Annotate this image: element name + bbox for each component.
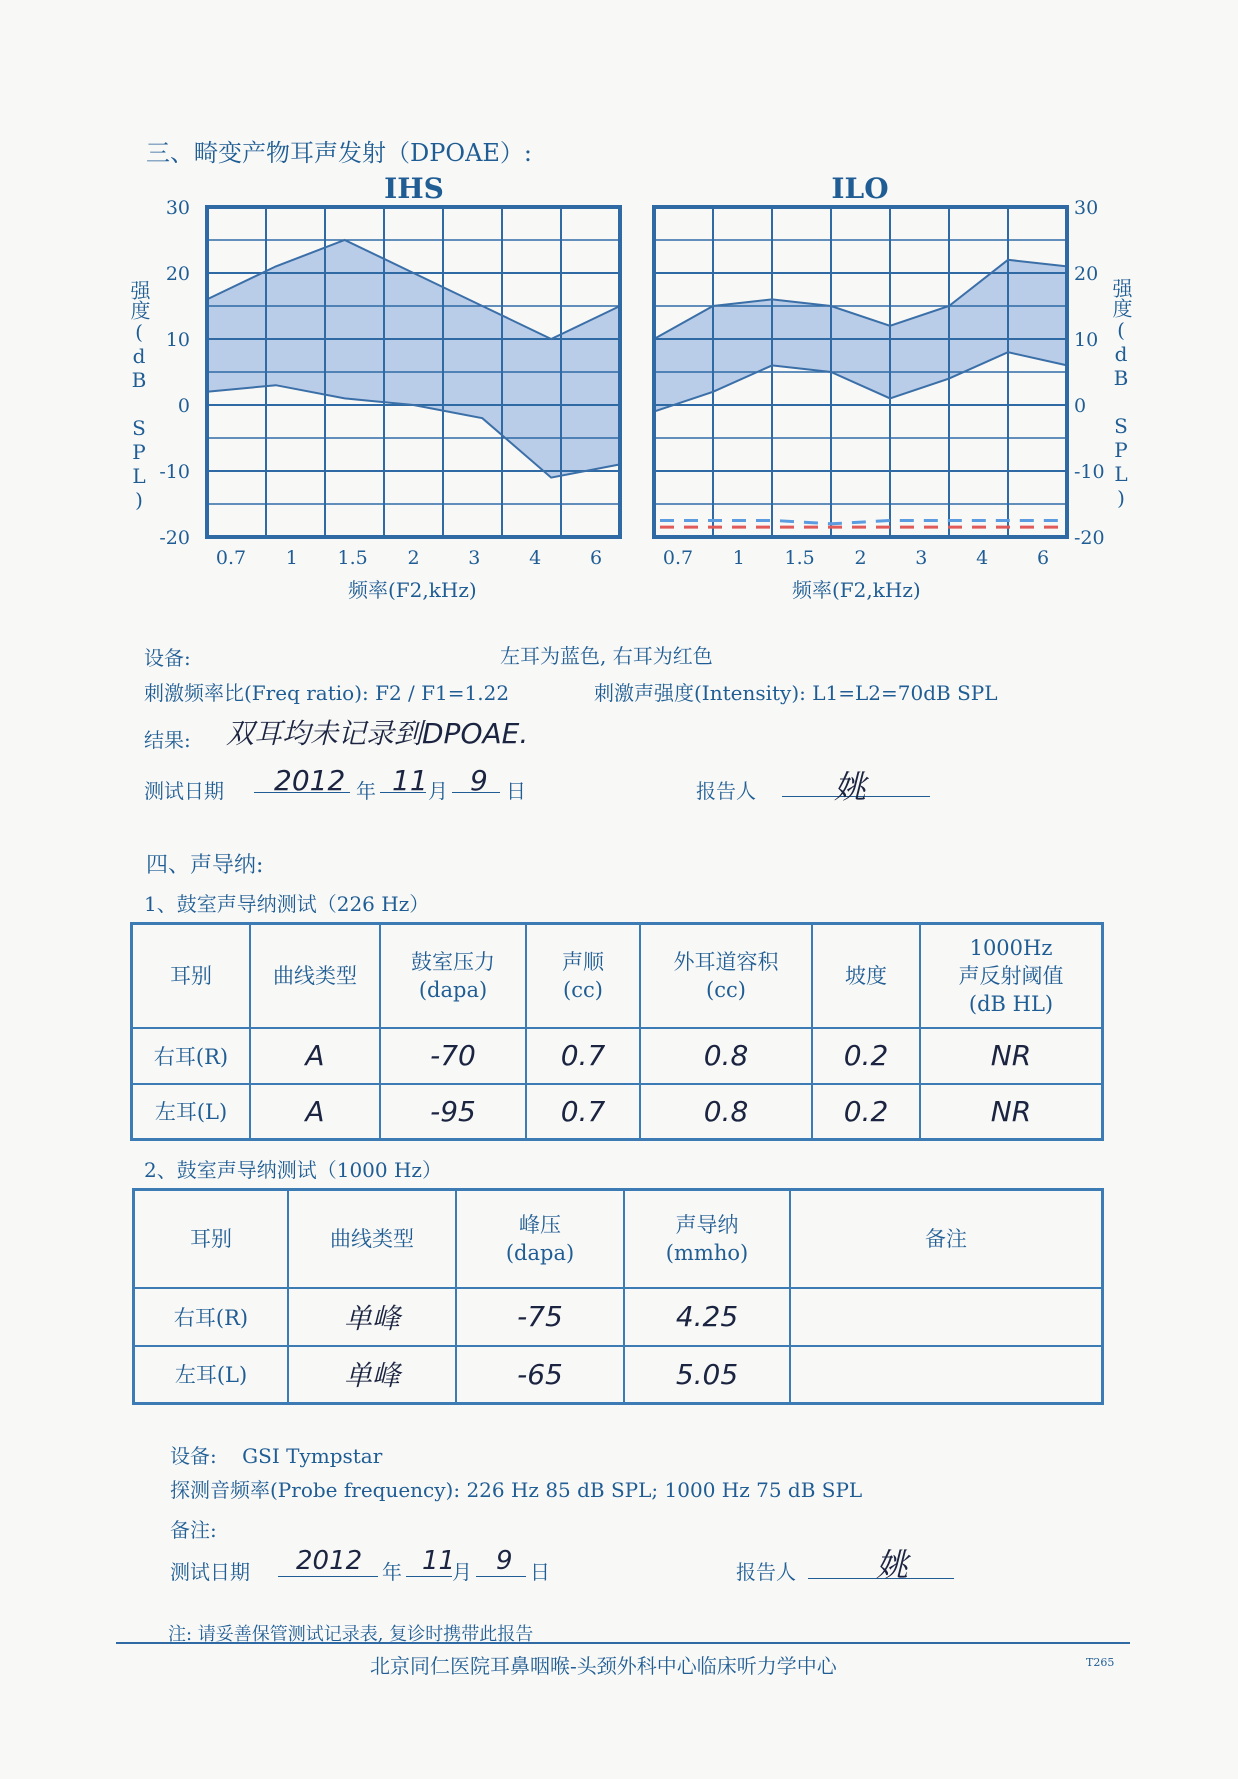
dpoae-result-value: 双耳均未记录到DPOAE. [226, 717, 529, 750]
dpoae-intensity: 刺激声强度(Intensity): L1=L2=70dB SPL [594, 681, 998, 705]
dpoae-section-title: 三、畸变产物耳声发射（DPOAE）: [146, 139, 533, 167]
tymp-sub1-title: 1、鼓室声导纳测试（226 Hz） [144, 892, 430, 916]
t2-header-ear: 耳别 [134, 1190, 289, 1288]
t1-left-reflex: NR [920, 1084, 1103, 1140]
ilo-xtick: 2 [854, 547, 867, 569]
tymp-month-line [406, 1576, 452, 1577]
t1-left-compliance: 0.7 [526, 1084, 640, 1140]
ilo-ytick: 30 [1074, 197, 1099, 219]
tymp-year-char: 年 [382, 1560, 402, 1584]
ilo-ytick: 10 [1074, 329, 1099, 351]
footer-divider [116, 1642, 1130, 1644]
ihs-ytick: 30 [165, 197, 190, 219]
t2-header-type: 曲线类型 [288, 1190, 456, 1288]
ihs-xtick: 1.5 [337, 547, 368, 569]
ilo-xtick: 1 [732, 547, 745, 569]
ilo-ytick: -20 [1074, 527, 1105, 549]
t2-row-left [134, 1346, 1103, 1404]
ilo-xtick: 0.7 [662, 547, 694, 569]
tymp-reporter-signature: 姚 [876, 1546, 909, 1584]
t1-right-compliance: 0.7 [526, 1028, 640, 1084]
tymp-date-label: 测试日期 [170, 1560, 250, 1584]
ilo-xlabel: 频率(F2,kHz) [792, 578, 921, 602]
t1-right-ear: 右耳(R) [132, 1028, 251, 1084]
t1-right-pressure: -70 [380, 1028, 526, 1084]
ihs-ytick: -10 [159, 461, 190, 483]
dpoae-year: 2012 [274, 764, 346, 797]
t1-right-type: A [250, 1028, 380, 1084]
ilo-ytick: 0 [1074, 395, 1087, 417]
t2-header-peak: 峰压 (dapa) [456, 1190, 624, 1288]
dpoae-equipment-label: 设备: [144, 646, 191, 670]
dpoae-month: 11 [392, 764, 428, 797]
ihs-xlabel: 频率(F2,kHz) [348, 578, 477, 602]
t2-left-ear: 左耳(L) [134, 1346, 289, 1404]
t2-right-ear: 右耳(R) [134, 1288, 289, 1346]
ihs-title: IHS [384, 172, 444, 205]
dpoae-year-char: 年 [356, 779, 376, 803]
ilo-ytick: 20 [1074, 263, 1099, 285]
tymp-month-char: 月 [452, 1560, 472, 1584]
footer-institution: 北京同仁医院耳鼻咽喉-头颈外科中心临床听力学中心 [370, 1654, 837, 1678]
t1-header-ear: 耳别 [132, 924, 251, 1028]
ihs-xtick: 6 [589, 547, 603, 569]
ihs-xtick: 4 [529, 547, 542, 569]
dpoae-month-char: 月 [428, 779, 448, 803]
t2-left-type: 单峰 [288, 1346, 456, 1404]
ihs-ytick: 20 [165, 263, 190, 285]
t2-right-type: 单峰 [288, 1288, 456, 1346]
ilo-title: ILO [831, 172, 889, 205]
tymp-reporter-label: 报告人 [736, 1560, 796, 1584]
t1-left-volume: 0.8 [640, 1084, 812, 1140]
ilo-xtick: 6 [1036, 547, 1050, 569]
t1-header-gradient: 坡度 [812, 924, 920, 1028]
ihs-xtick: 2 [407, 547, 420, 569]
t2-left-peak: -65 [456, 1346, 624, 1404]
ihs-ytick: -20 [159, 527, 190, 549]
tymp-day-char: 日 [530, 1560, 550, 1584]
t1-header-type: 曲线类型 [250, 924, 380, 1028]
ilo-xtick: 3 [915, 547, 928, 569]
tymp-year-line [278, 1576, 378, 1577]
tymp-day: 9 [496, 1546, 513, 1576]
ihs-xtick: 3 [468, 547, 481, 569]
t1-row-left [132, 1084, 1103, 1140]
tymp-remark-label: 备注: [170, 1518, 217, 1542]
footer-note: 注: 请妥善保管测试记录表, 复诊时携带此报告 [168, 1624, 534, 1645]
ilo-ytick: -10 [1074, 461, 1105, 483]
tymp-226-table [130, 922, 1104, 1141]
dpoae-day-char: 日 [506, 779, 526, 803]
t1-right-reflex: NR [920, 1028, 1103, 1084]
ihs-ylabel: 强度(dB SPL) [127, 280, 151, 512]
tymp-day-line [476, 1576, 526, 1577]
ihs-ytick: 0 [177, 395, 190, 417]
t1-header-compliance: 声顺 (cc) [526, 924, 640, 1028]
t2-right-note [790, 1288, 1103, 1346]
ilo-xtick: 4 [976, 547, 989, 569]
dpoae-reporter-label: 报告人 [696, 779, 756, 803]
ilo-xtick: 1.5 [784, 547, 815, 569]
tymp-year: 2012 [296, 1546, 363, 1576]
t1-header-reflex: 1000Hz 声反射阈值 (dB HL) [920, 924, 1103, 1028]
t2-right-peak: -75 [456, 1288, 624, 1346]
tymp-sub2-title: 2、鼓室声导纳测试（1000 Hz） [144, 1158, 442, 1182]
t1-left-type: A [250, 1084, 380, 1140]
t1-row-right [132, 1028, 1103, 1084]
ihs-ytick: 10 [165, 329, 190, 351]
dpoae-date-label: 测试日期 [144, 779, 224, 803]
ilo-norm-band [654, 260, 1067, 412]
t2-right-admittance: 4.25 [624, 1288, 790, 1346]
footer-code: T265 [1086, 1656, 1115, 1669]
tymp-probe: 探测音频率(Probe frequency): 226 Hz 85 dB SPL; 1000 Hz 75 dB SPL [170, 1478, 863, 1502]
t1-left-gradient: 0.2 [812, 1084, 920, 1140]
dpoae-charts [0, 0, 1238, 600]
dpoae-result-label: 结果: [144, 728, 191, 752]
dpoae-day: 9 [470, 764, 488, 797]
ihs-xtick: 0.7 [215, 547, 247, 569]
dpoae-freq-ratio: 刺激频率比(Freq ratio): F2 / F1=1.22 [144, 681, 510, 705]
t2-row-right [134, 1288, 1103, 1346]
ihs-norm-band [207, 240, 620, 478]
t1-header-pressure: 鼓室压力 (dapa) [380, 924, 526, 1028]
t1-left-pressure: -95 [380, 1084, 526, 1140]
tymp-month: 11 [422, 1546, 456, 1576]
t1-header-volume: 外耳道容积 (cc) [640, 924, 812, 1028]
tymp-1000-table [132, 1188, 1104, 1405]
dpoae-color-note: 左耳为蓝色, 右耳为红色 [500, 644, 713, 668]
ilo-noise-line-0 [660, 521, 1061, 524]
ihs-xtick: 1 [285, 547, 298, 569]
t1-right-gradient: 0.2 [812, 1028, 920, 1084]
t2-left-admittance: 5.05 [624, 1346, 790, 1404]
t2-header-note: 备注 [790, 1190, 1103, 1288]
t2-left-note [790, 1346, 1103, 1404]
dpoae-reporter-signature: 姚 [834, 768, 867, 806]
t1-left-ear: 左耳(L) [132, 1084, 251, 1140]
ilo-ylabel: 强度(dB SPL) [1109, 278, 1133, 510]
tymp-section-title: 四、声导纳: [146, 853, 264, 878]
tymp-equipment: 设备: GSI Tympstar [170, 1444, 383, 1468]
t2-header-admittance: 声导纳 (mmho) [624, 1190, 790, 1288]
t1-right-volume: 0.8 [640, 1028, 812, 1084]
